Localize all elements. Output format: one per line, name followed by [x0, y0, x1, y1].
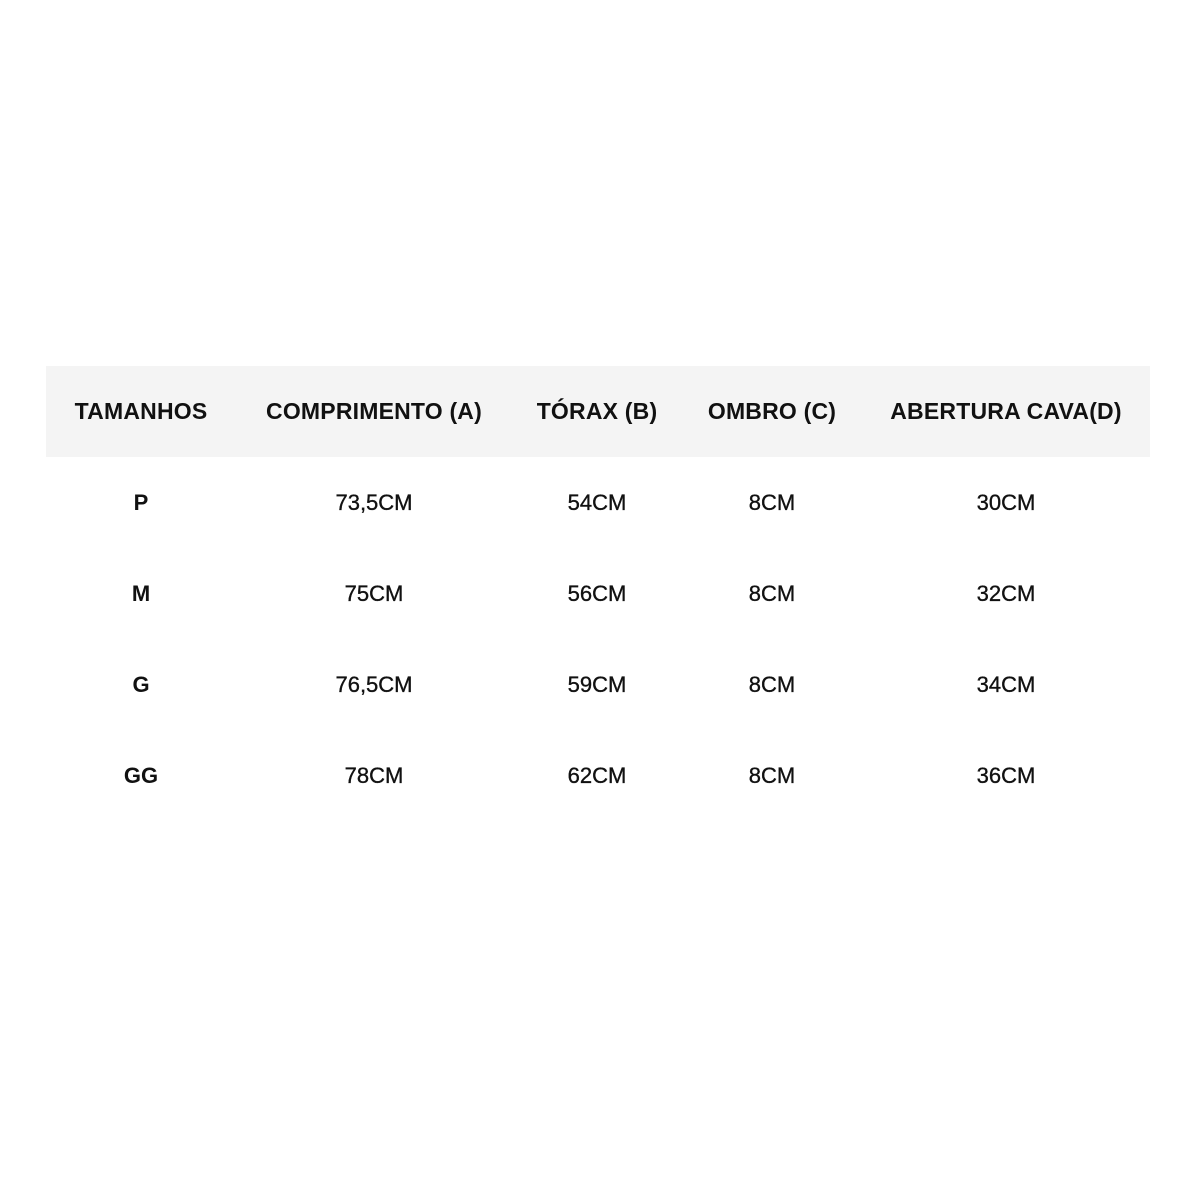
size-label: G: [132, 671, 150, 697]
size-table: [46, 366, 1150, 821]
table-header: [46, 366, 1150, 457]
size-label: GG: [123, 762, 159, 788]
ombro-value: 8CM: [748, 671, 796, 697]
torax-value: 56CM: [567, 580, 627, 606]
abertura-cava-value: 30CM: [976, 489, 1036, 515]
table-row: [46, 639, 1150, 730]
header-comprimento: COMPRIMENTO (A): [266, 398, 482, 424]
header-ombro: OMBRO (C): [707, 398, 837, 424]
table-row: [46, 457, 1150, 548]
comprimento-value: 75CM: [344, 580, 404, 606]
comprimento-value: 76,5CM: [335, 671, 413, 697]
ombro-value: 8CM: [748, 489, 796, 515]
abertura-cava-value: 36CM: [976, 762, 1036, 788]
size-label: M: [131, 580, 151, 606]
table-row: [46, 730, 1150, 821]
torax-value: 62CM: [567, 762, 627, 788]
abertura-cava-value: 34CM: [976, 671, 1036, 697]
abertura-cava-value: 32CM: [976, 580, 1036, 606]
header-row: [46, 366, 1150, 457]
torax-value: 59CM: [567, 671, 627, 697]
size-label: P: [133, 489, 149, 515]
header-tamanhos: TAMANHOS: [74, 398, 208, 424]
header-torax: TÓRAX (B): [536, 398, 658, 424]
ombro-value: 8CM: [748, 580, 796, 606]
ombro-value: 8CM: [748, 762, 796, 788]
torax-value: 54CM: [567, 489, 627, 515]
table-row: [46, 548, 1150, 639]
comprimento-value: 78CM: [344, 762, 404, 788]
comprimento-value: 73,5CM: [335, 489, 413, 515]
header-abertura-cava: ABERTURA CAVA(D): [890, 398, 1122, 424]
table-body: [46, 457, 1150, 821]
